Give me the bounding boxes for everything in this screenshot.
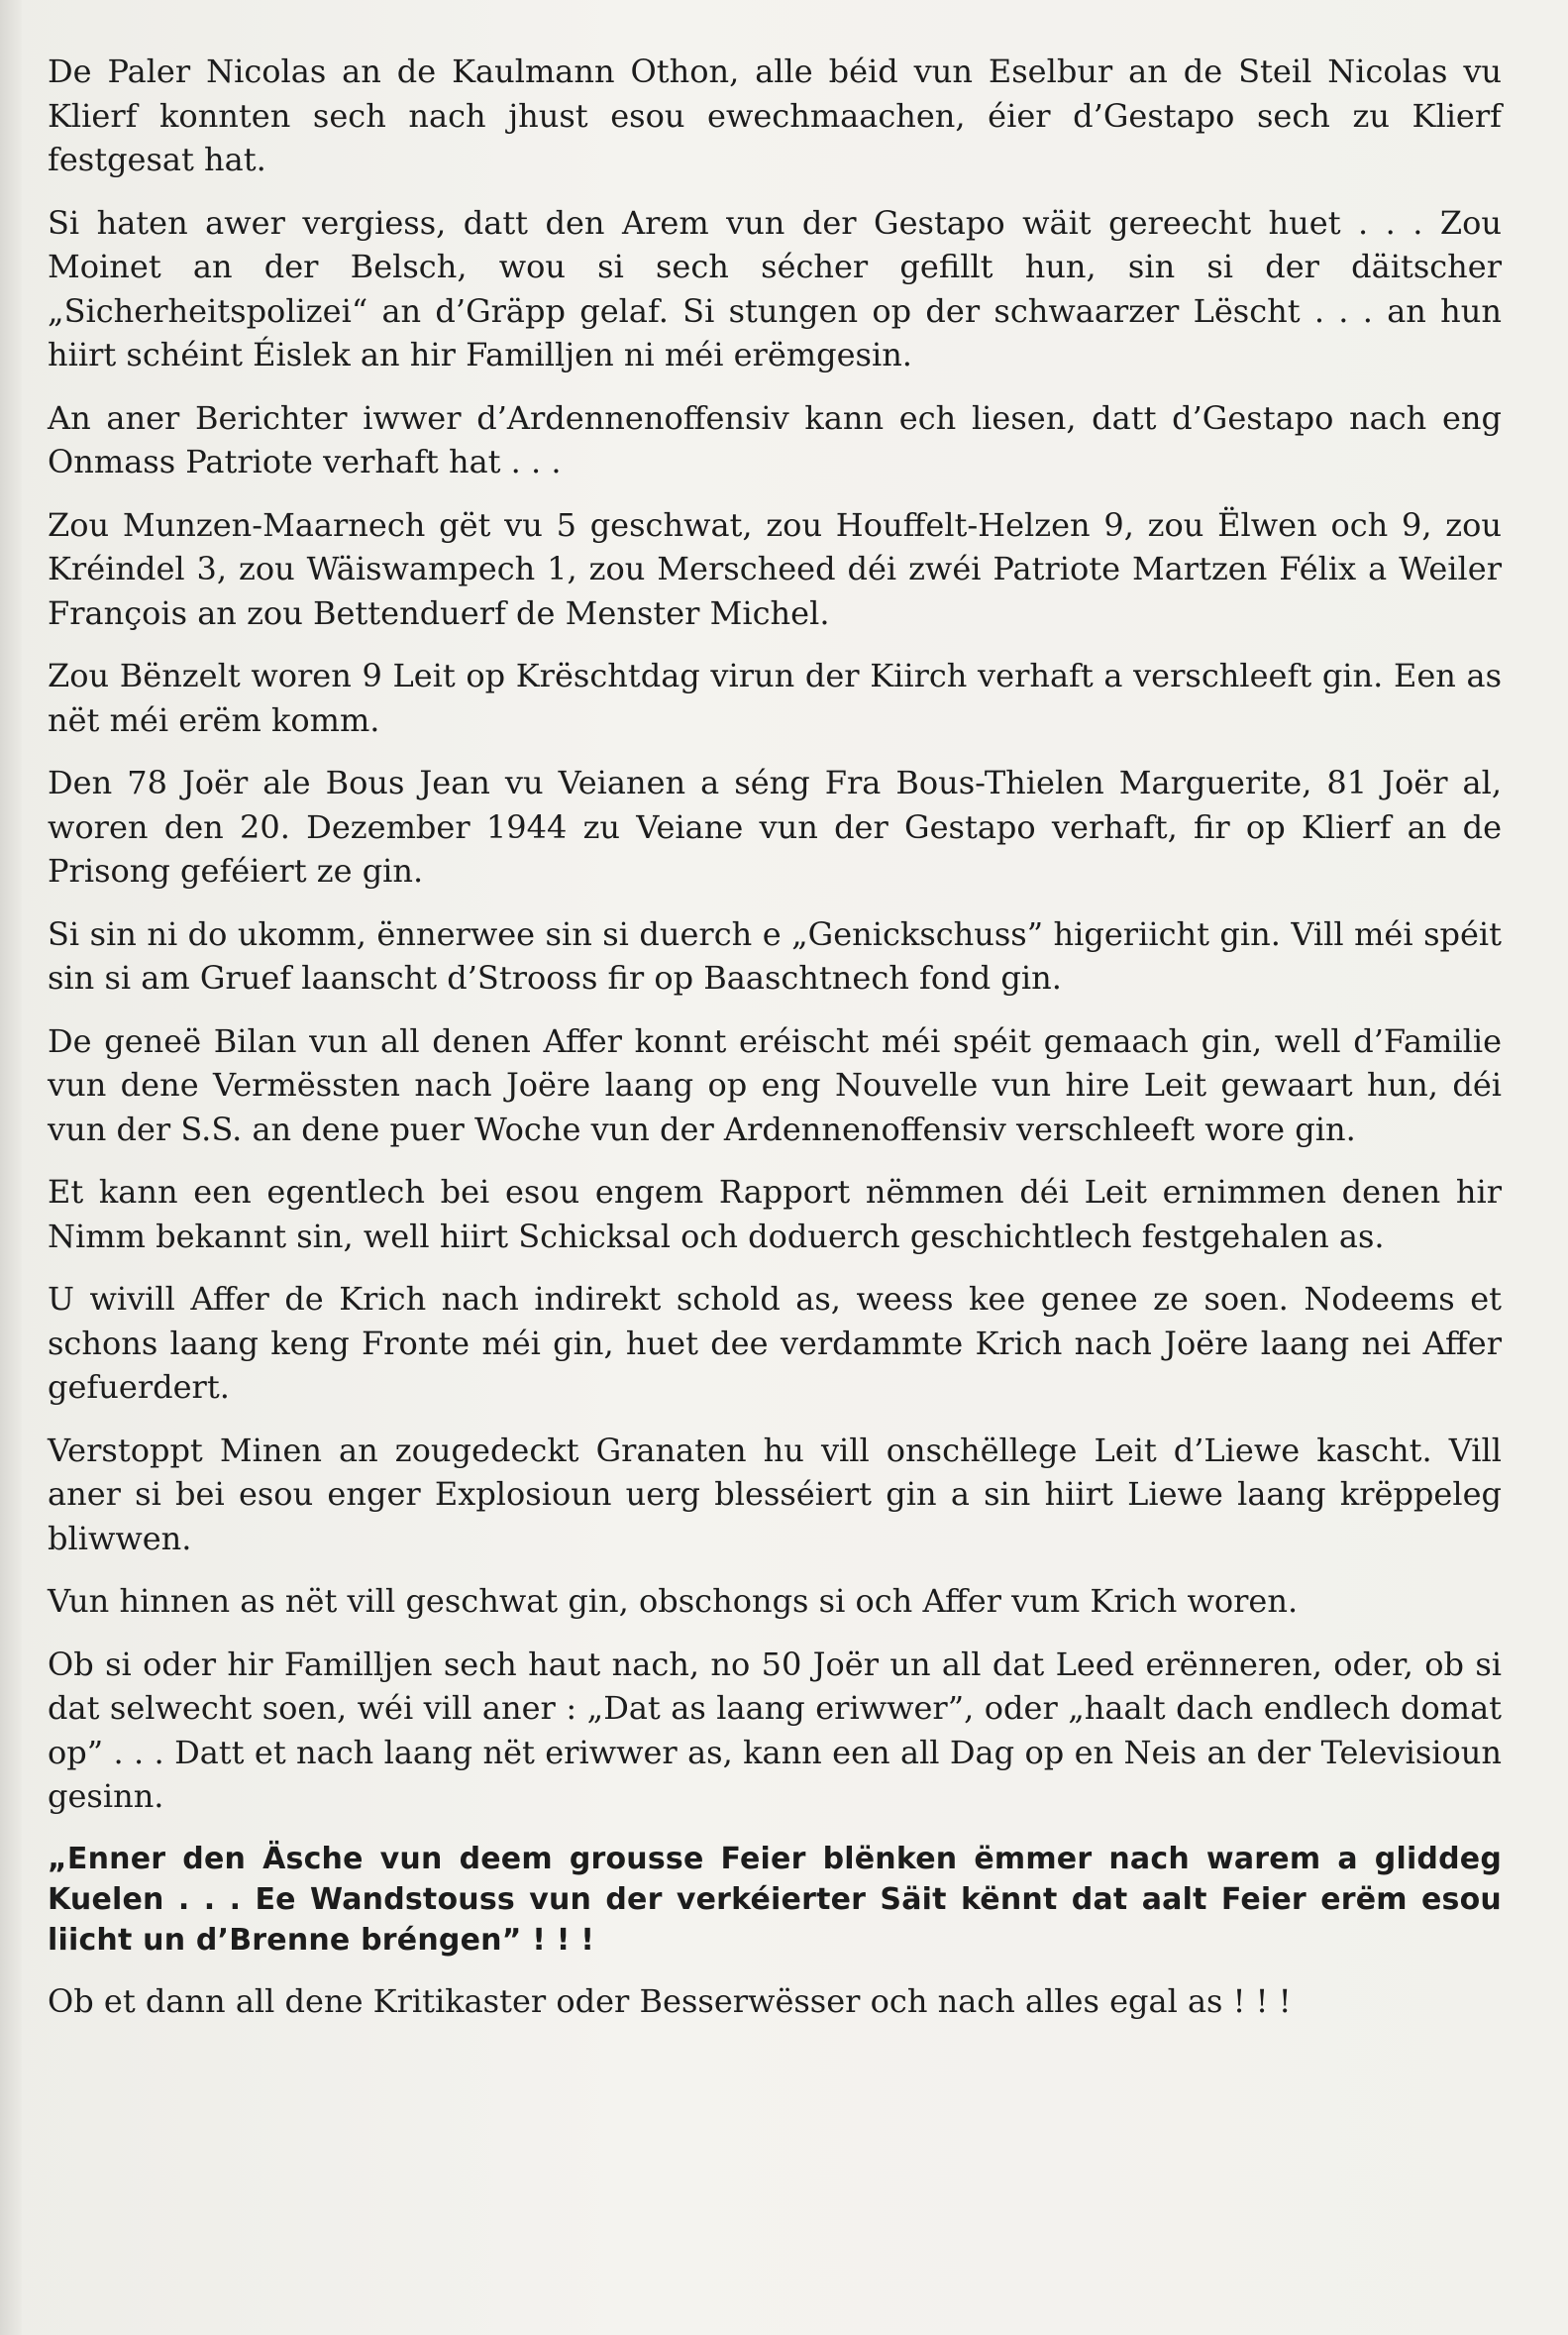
paragraph-10: U wivill Affer de Krich nach indirekt schold as, weess kee genee ze soen. Nodeems et schons laang keng Fronte méi gin, huet dee verdammte Krich nach Joëre laang nei Affer gefuerdert. — [48, 1280, 1502, 1406]
paragraph-5: Zou Bënzelt woren 9 Leit op Krëschtdag virun der Kiirch verhaft a verschleeft gin. Een as nët méi erëm komm. — [48, 657, 1502, 739]
paragraph-6: Den 78 Joër ale Bous Jean vu Veianen a séng Fra Bous-Thielen Marguerite, 81 Joër al, woren den 20. Dezember 1944 zu Veiane vun der Gestapo verhaft, fir op Klierf an de Prisong geféiert ze gin. — [48, 764, 1502, 890]
page-gutter-shadow — [0, 0, 22, 2335]
paragraph-3: An aner Berichter iwwer d’Ardennenoffensiv kann ech liesen, datt d’Gestapo nach eng Onmass Patriote verhaft hat . . . — [48, 398, 1502, 480]
paragraph-13: Ob si oder hir Familljen sech haut nach, no 50 Joër un all dat Leed erënneren, oder, ob si dat selwecht soen, wéi vill aner : „Dat as laang eriwwer”, oder „haalt dach endlech domat op” . . . Datt et nach laang nët eriwwer as, kann een all Dag op en Neis an der Televisioun gesinn. — [48, 1645, 1502, 1815]
body-text — [48, 50, 1502, 2042]
paragraph-9: Et kann een egentlech bei esou engem Rapport nëmmen déi Leit ernimmen denen hir Nimm bekannt sin, well hiirt Schicksal och doduerch geschichtlech festgehalen as. — [48, 1173, 1502, 1255]
closing-paragraph: Ob et dann all dene Kritikaster oder Besserwësser och nach alles egal as ! ! ! — [48, 1981, 1292, 2020]
paragraph-7: Si sin ni do ukomm, ënnerwee sin si duerch e „Genickschuss” higeriicht gin. Vill méi spéit sin si am Gruef laanscht d’Strooss fir op Baaschtnech fond gin. — [48, 914, 1502, 997]
paragraph-1: De Paler Nicolas an de Kaulmann Othon, alle béid vun Eselbur an de Steil Nicolas vu Klierf konnten sech nach jhust esou ewechmaachen, éier d’Gestapo sech zu Klierf festgesat hat. — [48, 53, 1502, 178]
bold-quote-paragraph: „Enner den Äsche vun deem grousse Feier blënken ëmmer nach warem a gliddeg Kuelen . . . Ee Wandstouss vun der verkéierter Säit kënnt dat aalt Feier erëm esou liicht un d’Brenne bréngen” ! ! ! — [48, 1841, 1502, 1958]
paragraph-8: De geneë Bilan vun all denen Affer konnt eréischt méi spéit gemaach gin, well d’Familie vun dene Vermëssten nach Joëre laang op eng Nouvelle vun hire Leit gewaart hun, déi vun der S.S. an dene puer Woche vun der Ardennenoffensiv verschleeft wore gin. — [48, 1021, 1502, 1148]
paragraph-11: Verstoppt Minen an zougedeckt Granaten hu vill onschëllege Leit d’Liewe kascht. Vill aner si bei esou enger Explosioun uerg blesséiert gin a sin hiirt Liewe laang krëppeleg bliwwen. — [48, 1431, 1502, 1557]
paragraph-12: Vun hinnen as nët vill geschwat gin, obschongs si och Affer vum Krich woren. — [48, 1582, 1299, 1620]
paragraph-2: Si haten awer vergiess, datt den Arem vun der Gestapo wäit gereecht huet . . . Zou Moinet an der Belsch, wou si sech sécher gefillt hun, sin si der däitscher „Sicherheitspolizei“ an d’Gräpp gelaf. Si stungen op der schwaarzer Lëscht . . . an hun hiirt schéint Éislek an hir Familljen ni méi erëmgesin. — [48, 203, 1502, 373]
paragraph-4: Zou Munzen-Maarnech gët vu 5 geschwat, zou Houffelt-Helzen 9, zou Ëlwen och 9, zou Kréindel 3, zou Wäiswampech 1, zou Merscheed déi zwéi Patriote Martzen Félix a Weiler François an zou Bettenduerf de Menster Michel. — [48, 505, 1502, 632]
